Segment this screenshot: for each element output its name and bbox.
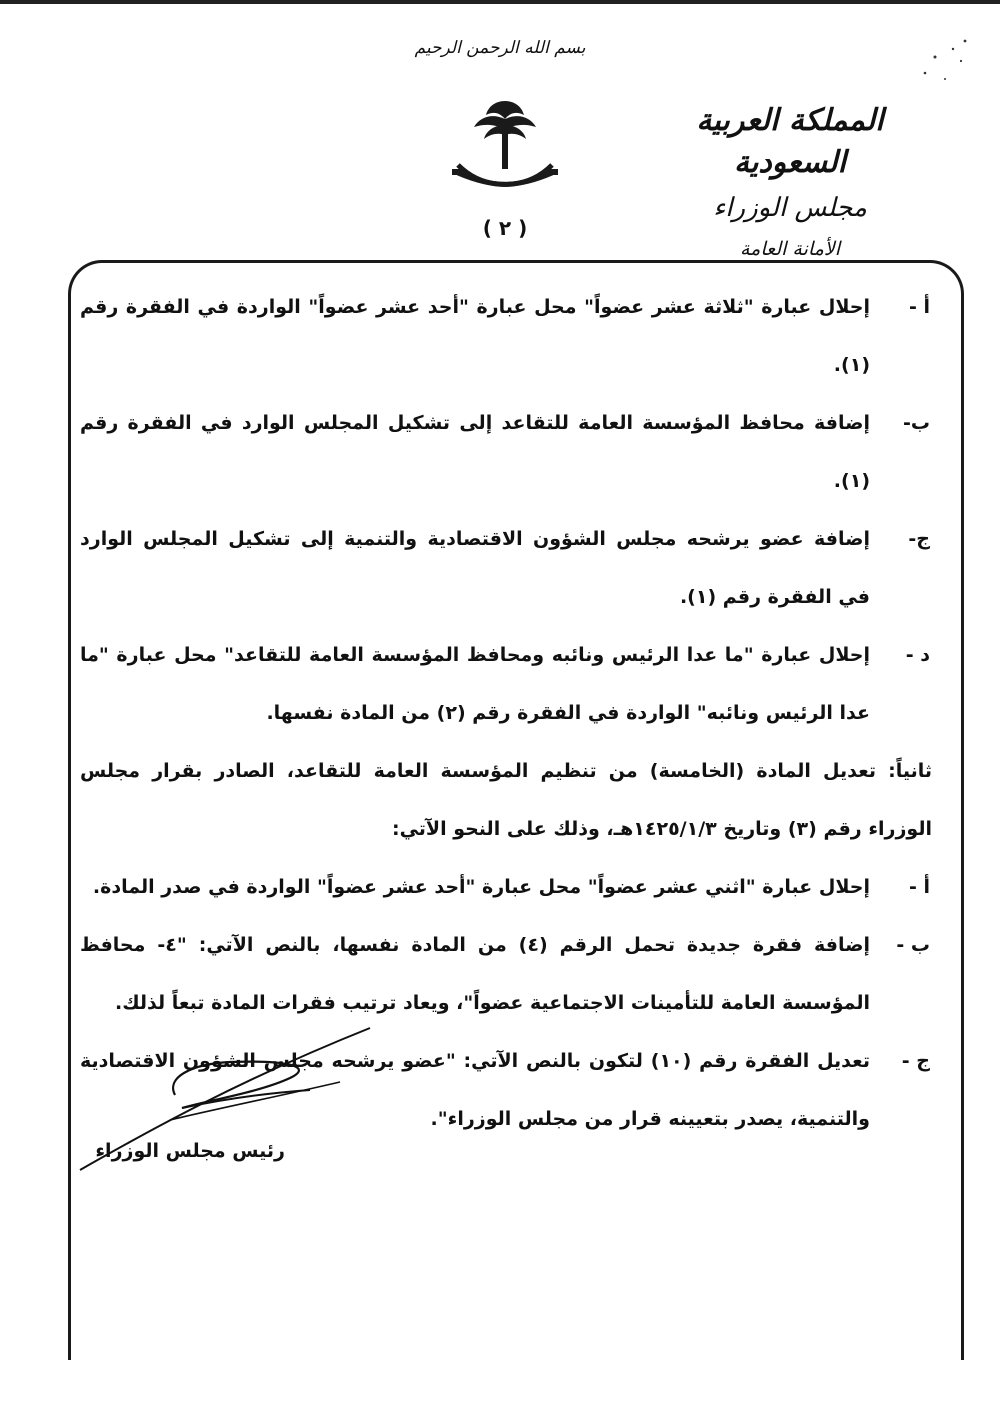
list-item <box>80 858 930 916</box>
item-marker: أ - <box>908 876 930 898</box>
item-text: إضافة فقرة جديدة تحمل الرقم (٤) من المادة نفسها، بالنص الآتي: "٤- محافظ المؤسسة العامة للتأمينات الاجتماعية عضواً"، ويعاد ترتيب فقرات المادة تبعاً لذلك. <box>80 934 870 1014</box>
list-item <box>80 394 930 510</box>
item-text: إحلال عبارة "اثني عشر عضواً" محل عبارة "أحد عشر عضواً" الواردة في صدر المادة. <box>92 876 870 898</box>
saudi-emblem-icon <box>450 95 560 205</box>
item-marker: ب - <box>896 934 930 956</box>
letterhead <box>640 100 940 266</box>
item-text: إضافة عضو يرشحه مجلس الشؤون الاقتصادية والتنمية إلى تشكيل المجلس الوارد في الفقرة رقم (١). <box>80 528 870 608</box>
item-marker: ج- <box>908 528 930 550</box>
item-text: إضافة محافظ المؤسسة العامة للتقاعد إلى تشكيل المجلس الوارد في الفقرة رقم (١). <box>80 412 870 492</box>
list-item <box>80 916 930 1032</box>
item-marker: ب- <box>903 412 930 434</box>
scan-speckles <box>915 35 975 105</box>
list-item <box>80 626 930 742</box>
item-text: إحلال عبارة "ثلاثة عشر عضواً" محل عبارة "أحد عشر عضواً" الواردة في الفقرة رقم (١). <box>80 296 870 376</box>
kingdom-name: المملكة العربية السعودية <box>696 103 884 180</box>
list-item <box>80 510 930 626</box>
section-two-heading: ثانياً: تعديل المادة (الخامسة) من تنظيم المؤسسة العامة للتقاعد، الصادر بقرار مجلس الوزراء رقم (٣) وتاريخ ١٤٢٥/١/٣هـ، وذلك على النحو الآتي: <box>80 760 932 840</box>
document-body <box>80 278 930 1148</box>
item-marker: ج - <box>901 1050 930 1072</box>
item-text: تعديل الفقرة رقم (١٠) لتكون بالنص الآتي: "عضو يرشحه مجلس الشؤون الاقتصادية والتنمية، يصدر بتعيينه قرار من مجلس الوزراء". <box>80 1050 871 1130</box>
council-name: مجلس الوزراء <box>713 193 867 223</box>
secretariat-name: الأمانة العامة <box>740 238 840 260</box>
item-marker: أ - <box>908 296 930 318</box>
page-number: ( ٢ ) <box>482 216 528 240</box>
signatory-title: رئيس مجلس الوزراء <box>95 1140 285 1162</box>
list-item <box>80 278 930 394</box>
item-marker: د - <box>905 644 930 666</box>
basmala: بسم الله الرحمن الرحيم <box>414 38 586 58</box>
top-border-line <box>0 0 1000 4</box>
item-text: إحلال عبارة "ما عدا الرئيس ونائبه ومحافظ المؤسسة العامة للتقاعد" محل عبارة "ما عدا الرئيس ونائبه" الواردة في الفقرة رقم (٢) من المادة نفسها. <box>80 644 870 724</box>
